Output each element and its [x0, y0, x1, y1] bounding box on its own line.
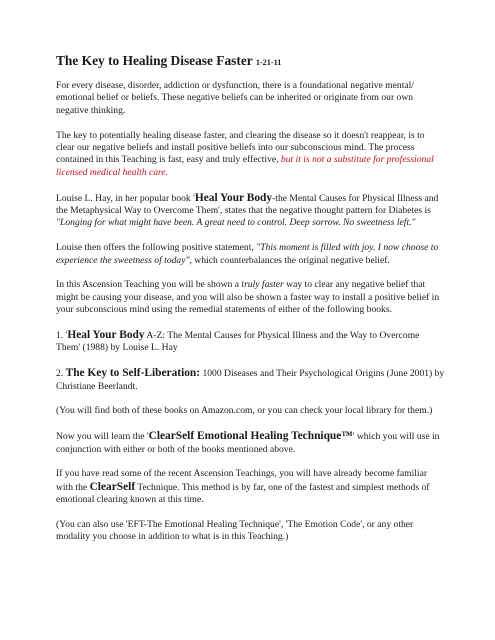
paragraph-1: For every disease, disorder, addiction or dysfunction, there is a foundational negative mental/ emotional belief or beliefs. These negative beliefs can be inherited or originate from our own negative thinking.	[56, 80, 414, 116]
book-2-details: 1000 Diseases and Their Psychological Origins (June 2001) by Christiane Beerlandt.	[56, 368, 445, 392]
book-list-item-2	[56, 367, 445, 393]
paragraph-technique	[56, 430, 445, 456]
book-2-number: 2.	[56, 368, 66, 380]
book-1-number: 1. '	[56, 330, 68, 342]
book-1-title: Heal Your Body	[67, 329, 145, 342]
paragraph-4-text-b: which counterbalances the original negative belief.	[191, 254, 390, 266]
paragraph-alternatives: (You can also use 'EFT-The Emotional Healing Technique', 'The Emotion Code', or any other modality you choose in addition to what is in this Teaching.)	[56, 519, 414, 543]
paragraph-technique-text-a: Now you will learn the '	[56, 431, 149, 443]
title-text: The Key to Healing Disease Faster	[56, 53, 253, 68]
title-date: 1-21-11	[255, 58, 282, 67]
paragraph-4-text-a: Louise then offers the following positive statement,	[56, 242, 257, 254]
medical-disclaimer: but it is not a substitute for professional licensed medical health care.	[56, 154, 434, 178]
paragraph-3	[56, 192, 445, 230]
clearself-name: ClearSelf	[89, 480, 136, 493]
paragraph-amazon: (You will find both of these books on Amazon.com, or you can check your local library for them.)	[56, 405, 433, 417]
book-list-item-1	[56, 329, 445, 355]
paragraph-clearself-text-a: If you have read some of the recent Ascension Teachings, you will have already become familiar with the	[56, 468, 428, 493]
paragraph-5-text-b: way to clear any negative belief that might be causing your disease, and you will also be shown a faster way to install a positive belief in your subconscious mind using the remedial statements of either of the following books.	[56, 279, 440, 316]
paragraph-2-text: The key to potentially healing disease faster, and clearing the disease so it doesn't reappear, is to clear our negative beliefs and install positive beliefs into our subconscious mind. The process contained in this Teaching is fast, easy and truly effective,	[56, 129, 425, 166]
technique-name: ClearSelf Emotional Healing Technique™	[148, 430, 353, 443]
truly-faster-emphasis: truly faster	[241, 279, 284, 291]
paragraph-clearself-text-b: Technique. This method is by far, one of the fastest and simplest methods of emotional clearing known at this time.	[56, 481, 430, 506]
paragraph-4	[56, 242, 445, 267]
positive-statement-quote: "This moment is filled with joy. I now choose to experience the sweetness of today",	[56, 242, 439, 266]
paragraph-5-text-a: In this Ascension Teaching you will be shown a	[56, 279, 242, 291]
book-title-heal-your-body: Heal Your Body	[194, 191, 273, 204]
paragraph-5	[56, 279, 445, 316]
page-title	[56, 52, 445, 71]
book-2-title: The Key to Self-Liberation:	[65, 367, 201, 380]
book-1-details: A-Z: The Mental Causes for Physical Illness and the Way to Overcome Them' (1988) by Louise L. Hay	[56, 330, 420, 354]
paragraph-clearself	[56, 468, 445, 506]
paragraph-3-text-a: Louise L. Hay, in her popular book '	[56, 192, 195, 204]
paragraph-2	[56, 130, 445, 180]
paragraph-3-text-b: -the Mental Causes for Physical Illness and the Metaphysical Way to Overcome Them', states that the negative thought pattern for Diabetes is	[56, 192, 439, 217]
negative-thought-quote: "Longing for what might have been. A great need to control. Deep sorrow. No sweetness left."	[56, 217, 416, 229]
paragraph-technique-text-b: ' which you will use in conjunction with either or both of the books mentioned above.	[56, 431, 440, 455]
